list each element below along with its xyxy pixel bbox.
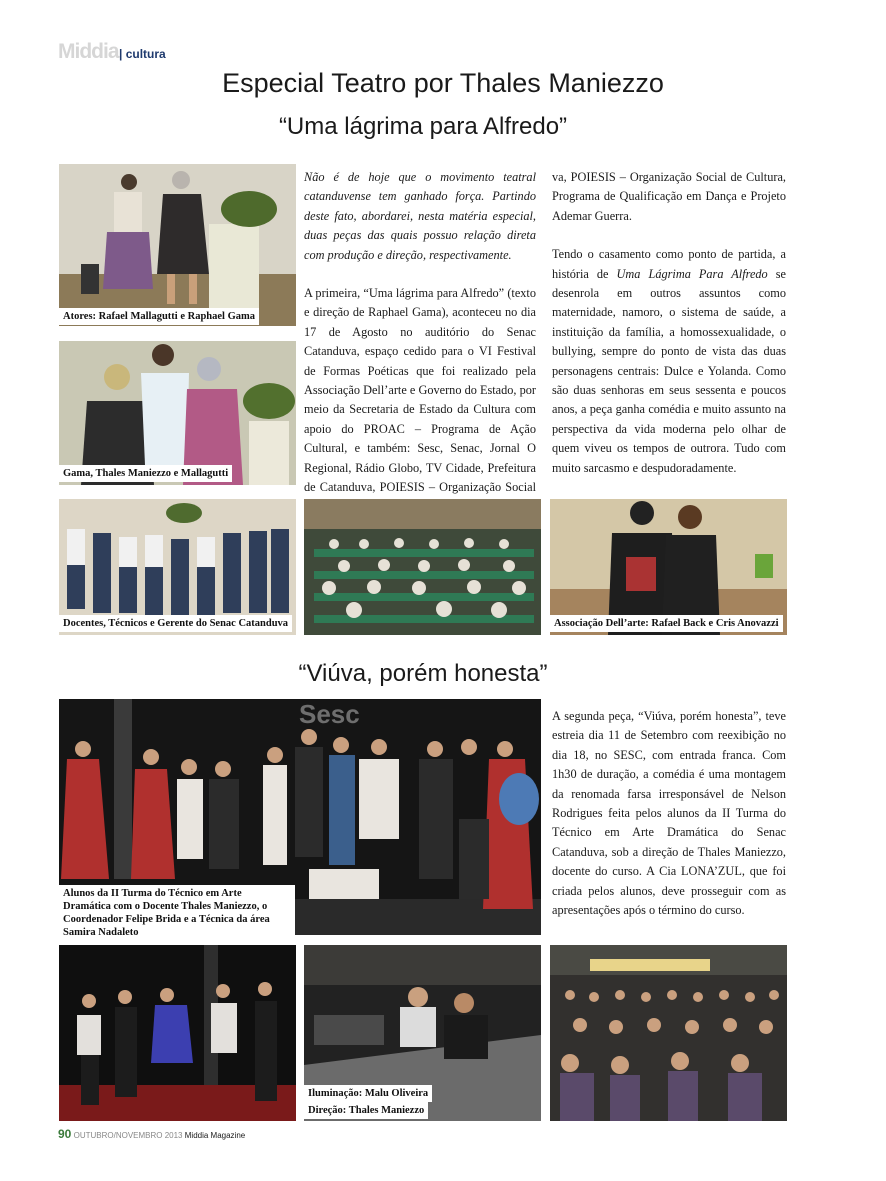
paragraph-first-play: A primeira, “Uma lágrima para Alfredo” (texto e direção de Raphael Gama), aconteceu no dia 17 de Agosto no auditório do Senac Catanduva, espaço cedido para o VI Festival de Formas Poéticas que foi realizado pela Associação Dell’arte e Governo do Estado, por meio da Secretaria de Estado da Cultura com apoio do PROAC – Programa de Ação Cultural, e também: Sesc, Senac, Jornal O Regional, Rádio Globo, TV Cidade, Prefeitura de Catanduva, POIESIS – Organização Social [304,286,536,495]
photo-audience-sesc [550,945,787,1121]
play1-title: “Uma lágrima para Alfredo” [278,113,568,140]
page-number: 90 [58,1127,72,1141]
photo-caption: Direção: Thales Maniezzo [304,1102,428,1119]
magazine-name: Middia Magazine [184,1131,246,1140]
sesc-sign: Sesc [299,699,360,729]
photo-dellarte-association [550,499,787,635]
section-label: | cultura [119,47,166,61]
text-column-2 [552,168,786,497]
photo-lighting-desk [304,945,541,1121]
photo-caption: Alunos da II Turma do Técnico em Arte Dramática com o Docente Thales Maniezzo, o Coordenador Felipe Brida e a Técnica da área Samira Nadaleto [59,885,295,941]
photo-caption: Gama, Thales Maniezzo e Mallagutti [59,465,232,482]
play2-title: “Viúva, porém honesta” [298,660,548,687]
text-column-3 [552,707,786,939]
photo-stage-performance [59,945,296,1121]
photo-caption: Iluminação: Malu Oliveira [304,1085,432,1102]
photo-cast-group [59,699,541,938]
text-column-1 [304,168,536,497]
photo-audience-green-seats [304,499,541,635]
photo-caption: Associação Dell’arte: Rafael Back e Cris Anovazzi [550,615,783,632]
page-footer [58,1127,245,1141]
paragraph-first-play-continued: va, POIESIS – Organização Social de Cultura, Programa de Qualificação em Dança e Projeto Ademar Guerra. [552,170,786,223]
intro-paragraph: Não é de hoje que o movimento teatral catanduvense tem ganhado força. Partindo deste fato, abordarei, nesta matéria especial, duas peças das quais possuo relação direta com produção e direção, respectivamente. [304,170,536,262]
paragraph-plot: Tendo o casamento como ponto de partida, a história de Uma Lágrima Para Alfredo se desenrola em outros assuntos como maternidade, namoro, o sistema de saúde, a instituição da família, a homossexualidade, o bullying, sempre do ponto de vista das duas personagens centrais: Dulce e Yolanda. Como são duas senhoras em seus sessenta e poucos anos, a peça ganha comédia e muito assunto na perspectiva da vida moderna pelo olhar de quem viveu os tempos de outrora. Tudo com muito sarcasmo e despudoradamente. [552,247,786,475]
photo-caption: Docentes, Técnicos e Gerente do Senac Catanduva [59,615,292,632]
photo-senac-staff [59,499,296,635]
photo-caption: Atores: Rafael Mallagutti e Raphael Gama [59,308,259,325]
magazine-logo: Middia [58,40,119,63]
photo-gama-thales-mallagutti [59,341,296,485]
photo-actors-stage [59,164,296,326]
issue-date: OUTUBRO/NOVEMBRO 2013 [73,1131,183,1140]
article-title: Especial Teatro por Thales Maniezzo [222,68,664,98]
paragraph-second-play: A segunda peça, “Viúva, porém honesta”, teve estreia dia 11 de Setembro com reexibição no dia 18, no SESC, com entrada franca. Com 1h30 de duração, a comédia é uma montagem da renomada farsa irresponsável de Nelson Rodrigues feita pelos alunos da II Turma do Técnico em Arte Dramática do Senac Catanduva, sob a direção de Thales Maniezzo, docente do curso. A Cia LONA’ZUL, que foi criada pelos alunos, deve prosseguir com as apresentações após o término do curso. [552,709,786,918]
